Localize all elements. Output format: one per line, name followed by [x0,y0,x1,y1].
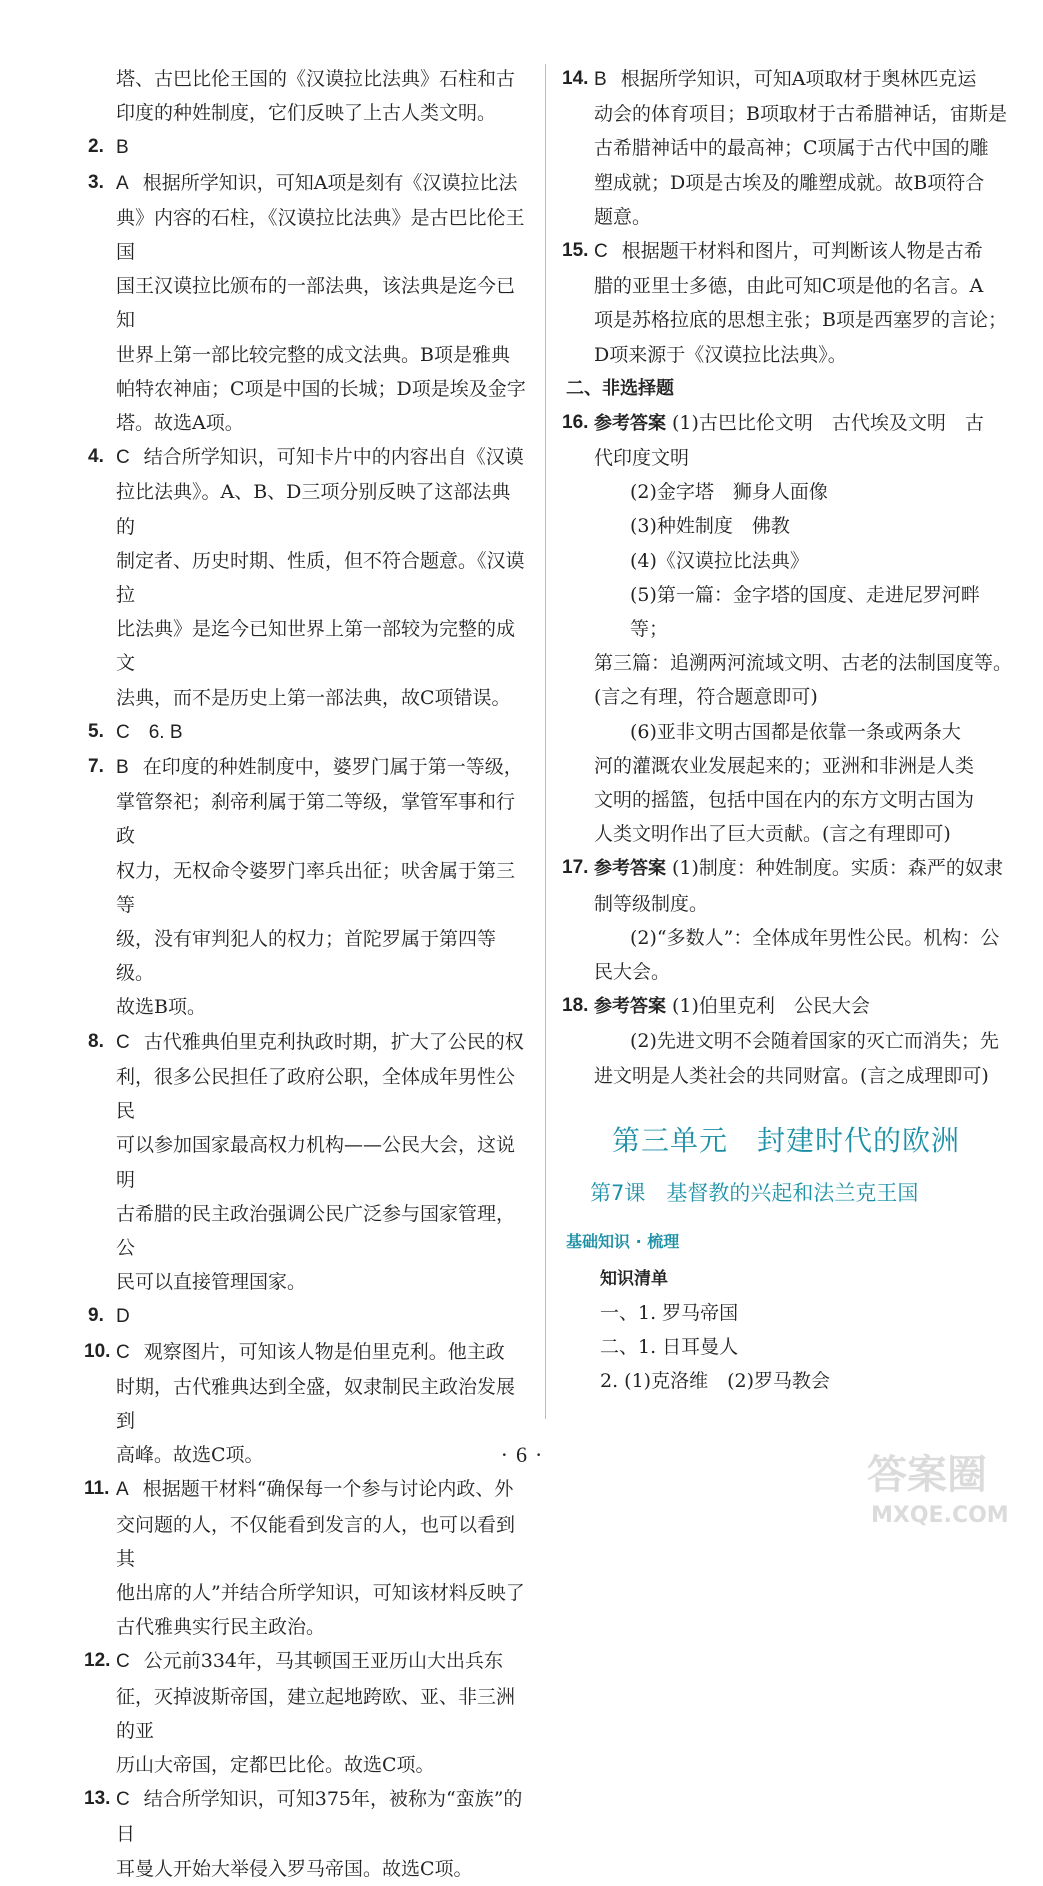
section-tag: 基础知识 · 梳理 [566,1231,680,1251]
knowledge-list-item: 二、1. 日耳曼人 [600,1336,739,1359]
question-number: 16. [562,411,589,433]
question-number: 13. [84,1788,111,1810]
explanation-line: 题意。 [594,205,652,228]
question-number: 18. [562,995,589,1017]
question-number: 14. [562,68,589,89]
section-title: 二、非选择题 [566,377,674,399]
answer-part-line: (2)“多数人”：全体成年男性公民。机构：公 [630,926,1000,949]
intro-line: 塔、古巴比伦王国的《汉谟拉比法典》石柱和古 [116,68,516,90]
page-number-value: 6 [516,1442,527,1467]
answer-choice: C [116,1031,130,1053]
explanation-line: 交问题的人，不仅能看到发言的人，也可以看到其 [116,1513,516,1570]
page-number-dot: · [535,1442,543,1467]
question-number: 7. [88,756,104,778]
explanation-line: 结合所学知识，可知卡片中的内容出自《汉谟 [143,446,524,469]
answer-line: (1)古巴比伦文明 古代埃及文明 古 [672,411,984,434]
question-number: 15. [562,240,589,262]
explanation-line: 根据题干材料“确保每一个参与讨论内政、外 [142,1478,514,1501]
answer-part-line: 第三篇：追溯两河流域文明、古老的法制国度等。 [594,652,1013,675]
explanation-line: 比法典》是迄今已知世界上第一部较为完整的成文 [116,618,516,675]
explanation-line: 权力，无权命令婆罗门率兵出征；吠舍属于第三等 [116,859,516,916]
question-number: 3. [88,171,104,193]
watermark-bottom-text: MXQE.COM [871,1503,1009,1528]
answer-part-line: 民大会。 [594,961,671,984]
explanation-line: 利，很多公民担任了政府公职，全体成年男性公民 [116,1065,516,1123]
question-number: 2. [88,136,104,158]
answer-line: 制等级制度。 [594,892,709,915]
answer-part-line: (2)先进文明不会随着国家的灭亡而消失；先 [630,1030,999,1053]
left-answer-list [84,130,528,1885]
explanation-line: 动会的体育项目；B项取材于古希腊神话，宙斯是 [594,103,1007,126]
explanation-line: 民可以直接管理国家。 [116,1271,307,1294]
right-answer-list [562,62,1016,372]
explanation-line: 世界上第一部比较完整的成文法典。B项是雅典 [116,343,510,366]
explanation-line: 根据所学知识，可知A项是刻有《汉谟拉比法 [142,171,518,194]
knowledge-list-item: 一、1. 罗马帝国 [600,1301,739,1324]
explanation-line: 帕特农神庙；C项是中国的长城；D项是埃及金字 [116,377,526,400]
answer-item [562,62,1016,234]
answer-choice: C 6. B [116,721,183,743]
knowledge-list-heading: 知识清单 [600,1268,668,1289]
answer-item [88,130,528,165]
explanation-line: 历山大帝国，定都巴比伦。故选C项。 [116,1753,435,1776]
explanation-line: 项是苏格拉底的思想主张；B项是西塞罗的言论； [594,309,1007,332]
explanation-line: 他出席的人”并结合所学知识，可知该材料反映了 [116,1581,525,1604]
answer-item [88,440,528,715]
left-column [84,62,528,1886]
answer-choice: B [116,757,129,779]
explanation-line: 古代雅典实行民主政治。 [116,1616,326,1639]
answer-part-line: 河的灌溉农业发展起来的；亚洲和非洲是人类 [594,754,975,777]
reference-answer-label: 参考答案 [594,412,666,434]
explanation-line: 征，灭掉波斯帝国，建立起地跨欧、亚、非三洲的亚 [116,1685,516,1742]
answer-part-line: 进文明是人类社会的共同财富。(言之成理即可) [594,1064,989,1087]
explanation-line: 故选B项。 [116,996,206,1019]
right-column [562,62,1016,1399]
answer-item-16 [562,406,1016,475]
explanation-line: 古希腊的民主政治强调公民广泛参与国家管理，公 [116,1202,516,1259]
explanation-line: 塑成就；D项是古埃及的雕塑成就。故B项符合 [594,171,985,194]
answer-part-line: (4)《汉谟拉比法典》 [630,549,809,572]
answer-item [88,750,528,1025]
question-number: 10. [84,1340,111,1362]
explanation-line: 古代雅典伯里克利执政时期，扩大了公民的权 [143,1030,524,1053]
answer-part-line: (言之有理，符合题意即可) [594,686,818,709]
explanation-line: 在印度的种姓制度中，婆罗门属于第一等级， [142,756,523,779]
answer-choice: D [116,1306,130,1328]
answer-item [88,1299,528,1334]
answer-18-parts [566,1024,1016,1092]
lesson-title: 第7课 基督教的兴起和法兰克王国 [590,1180,919,1205]
explanation-line: 法典，而不是历史上第一部法典，故C项错误。 [116,686,511,709]
question-number: 9. [88,1305,104,1327]
answer-part-line: 文明的摇篮，包括中国在内的东方文明古国为 [594,789,975,812]
answer-part-line: (6)亚非文明古国都是依靠一条或两条大 [630,720,961,743]
reference-answer-label: 参考答案 [594,996,666,1018]
explanation-line: 级，没有审判犯人的权力；首陀罗属于第四等级。 [116,928,497,985]
answer-choice: B [116,137,129,159]
answer-choice: C [594,241,608,263]
answer-16-parts [566,475,1016,851]
answer-part-line: (2)金字塔 狮身人面像 [630,481,828,504]
explanation-line: 结合所学知识，可知375年，被称为“蛮族”的日 [116,1788,523,1846]
explanation-line: 拉比法典》。A、B、D三项分别反映了这部法典的 [116,481,511,538]
answer-17-parts [566,921,1016,989]
unit-title: 第三单元 封建时代的欧洲 [612,1123,961,1157]
explanation-line: 观察图片，可知该人物是伯里克利。他主政 [143,1340,505,1363]
question-number: 17. [562,857,589,879]
explanation-line: 制定者、历史时期、性质，但不符合题意。《汉谟拉 [116,549,525,607]
answer-line: (1)伯里克利 公民大会 [672,995,870,1018]
question-number: 11. [84,1478,110,1500]
answer-choice: C [116,447,130,469]
explanation-line: 腊的亚里士多德，由此可知C项是他的名言。A [594,275,984,298]
question-number: 5. [88,720,104,742]
question-number: 4. [88,446,104,468]
explanation-line: 根据题干材料和图片，可判断该人物是古希 [621,240,983,263]
answer-item [88,715,528,750]
answer-line: (1)制度：种姓制度。实质：森严的奴隶 [672,857,1003,880]
answer-item-17 [562,851,1016,920]
explanation-line: 时期，古代雅典达到全盛，奴隶制民主政治发展到 [116,1375,516,1432]
answer-item [84,1644,528,1782]
reference-answer-label: 参考答案 [594,858,666,880]
answer-item [88,1025,528,1300]
explanation-line: 可以参加国家最高权力机构——公民大会，这说明 [116,1134,516,1191]
answer-choice: C [116,1789,130,1811]
explanation-line: 耳曼人开始大举侵入罗马帝国。故选C项。 [116,1857,473,1880]
answer-part-line: (5)第一篇：金字塔的国度、走进尼罗河畔等； [630,583,980,641]
page-number-dot: · [500,1442,508,1467]
answer-item [84,1472,528,1644]
knowledge-list-item: 2. (1)克洛维 (2)罗马教会 [600,1370,830,1393]
column-divider [545,64,546,1419]
explanation-line: D项来源于《汉谟拉比法典》。 [594,343,847,366]
question-number: 12. [84,1650,111,1672]
explanation-line: 公元前334年，马其顿国王亚历山大出兵东 [143,1650,504,1673]
answer-item-18 [562,989,1016,1024]
answer-item [88,166,528,441]
answer-choice: C [116,1341,130,1363]
explanation-line: 国王汉谟拉比颁布的一部法典，该法典是迄今已知 [116,275,516,332]
watermark-top-text: 答案圈 [867,1452,987,1498]
explanation-line: 掌管祭祀；刹帝利属于第二等级，掌管军事和行政 [116,791,516,848]
answer-part-line: (3)种姓制度 佛教 [630,515,790,538]
answer-choice: A [116,1479,129,1501]
answer-item [84,1782,528,1886]
explanation-line: 根据所学知识，可知A项取材于奥林匹克运 [620,68,977,90]
explanation-line: 古希腊神话中的最高神；C项属于古代中国的雕 [594,137,989,160]
answer-item [562,234,1016,372]
question-number: 8. [88,1030,104,1052]
answer-choice: B [594,69,607,90]
answer-choice: A [116,172,129,194]
answer-line: 代印度文明 [594,447,690,470]
explanation-line: 高峰。故选C项。 [116,1444,264,1467]
explanation-line: 塔。故选A项。 [116,412,244,435]
intro-line: 印度的种姓制度，它们反映了上古人类文明。 [116,102,497,125]
answer-part-line: 人类文明作出了巨大贡献。(言之有理即可) [594,823,951,846]
explanation-line: 典》内容的石柱，《汉谟拉比法典》是古巴比伦王国 [116,206,525,264]
answer-choice: C [116,1651,130,1673]
watermark-logo [857,1438,1027,1530]
